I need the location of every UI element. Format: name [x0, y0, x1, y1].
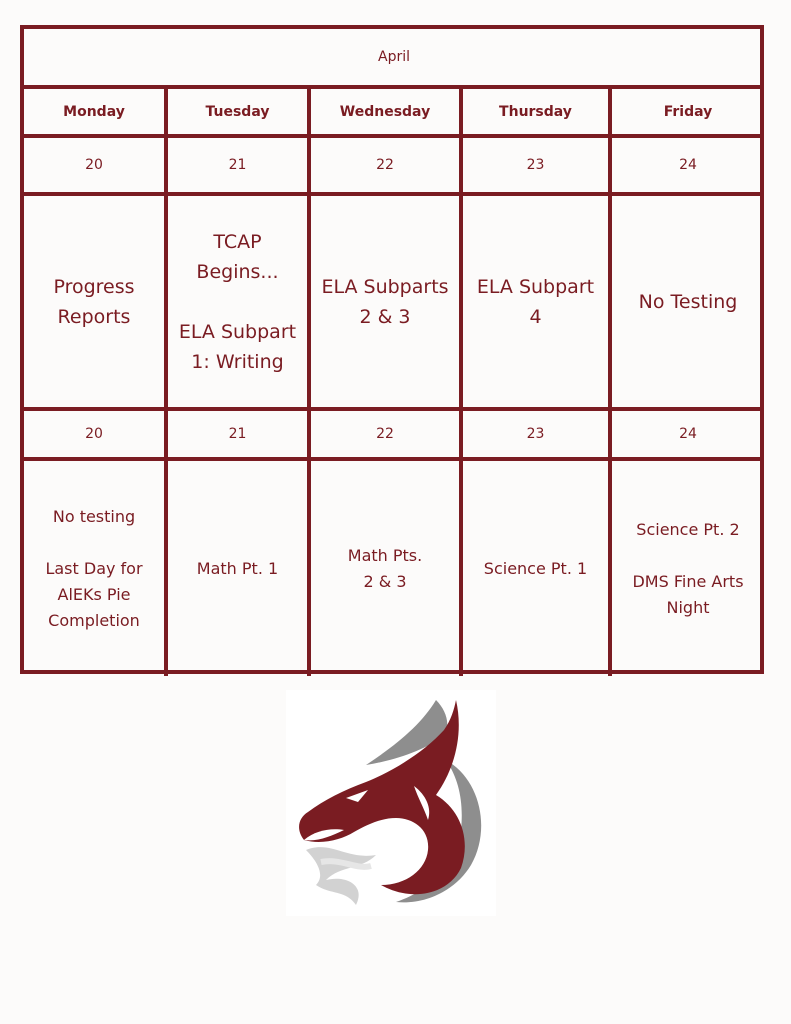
week1-date-wednesday: 22	[311, 138, 463, 196]
day-header-thursday: Thursday	[463, 89, 612, 138]
week2-date-monday: 20	[24, 411, 168, 461]
week1-date-thursday: 23	[463, 138, 612, 196]
week2-event-tuesday: Math Pt. 1	[168, 461, 311, 676]
week1-event-monday: Progress Reports	[24, 196, 168, 411]
day-header-monday: Monday	[24, 89, 168, 138]
week2-event-wednesday: Math Pts. 2 & 3	[311, 461, 463, 676]
week2-date-wednesday: 22	[311, 411, 463, 461]
day-header-friday: Friday	[612, 89, 764, 138]
week2-date-friday: 24	[612, 411, 764, 461]
week1-date-tuesday: 21	[168, 138, 311, 196]
dragon-logo	[286, 690, 496, 916]
week1-event-tuesday: TCAP Begins... ELA Subpart 1: Writing	[168, 196, 311, 411]
week2-event-friday: Science Pt. 2 DMS Fine Arts Night	[632, 519, 744, 617]
week1-date-friday: 24	[612, 138, 764, 196]
week2-event-thursday: Science Pt. 1	[463, 461, 612, 676]
day-header-tuesday: Tuesday	[168, 89, 311, 138]
april-calendar	[20, 25, 764, 674]
week1-date-monday: 20	[24, 138, 168, 196]
dragon-head-icon	[286, 690, 496, 916]
week2-event-monday: No testing Last Day for AlEKs Pie Completion	[24, 461, 168, 676]
week2-date-tuesday: 21	[168, 411, 311, 461]
week2-date-thursday: 23	[463, 411, 612, 461]
week1-event-thursday: ELA Subpart 4	[463, 196, 612, 411]
week1-event-wednesday: ELA Subparts 2 & 3	[311, 196, 463, 411]
week1-event-friday: No Testing	[612, 196, 764, 411]
month-title: April	[24, 29, 764, 89]
day-header-wednesday: Wednesday	[311, 89, 463, 138]
